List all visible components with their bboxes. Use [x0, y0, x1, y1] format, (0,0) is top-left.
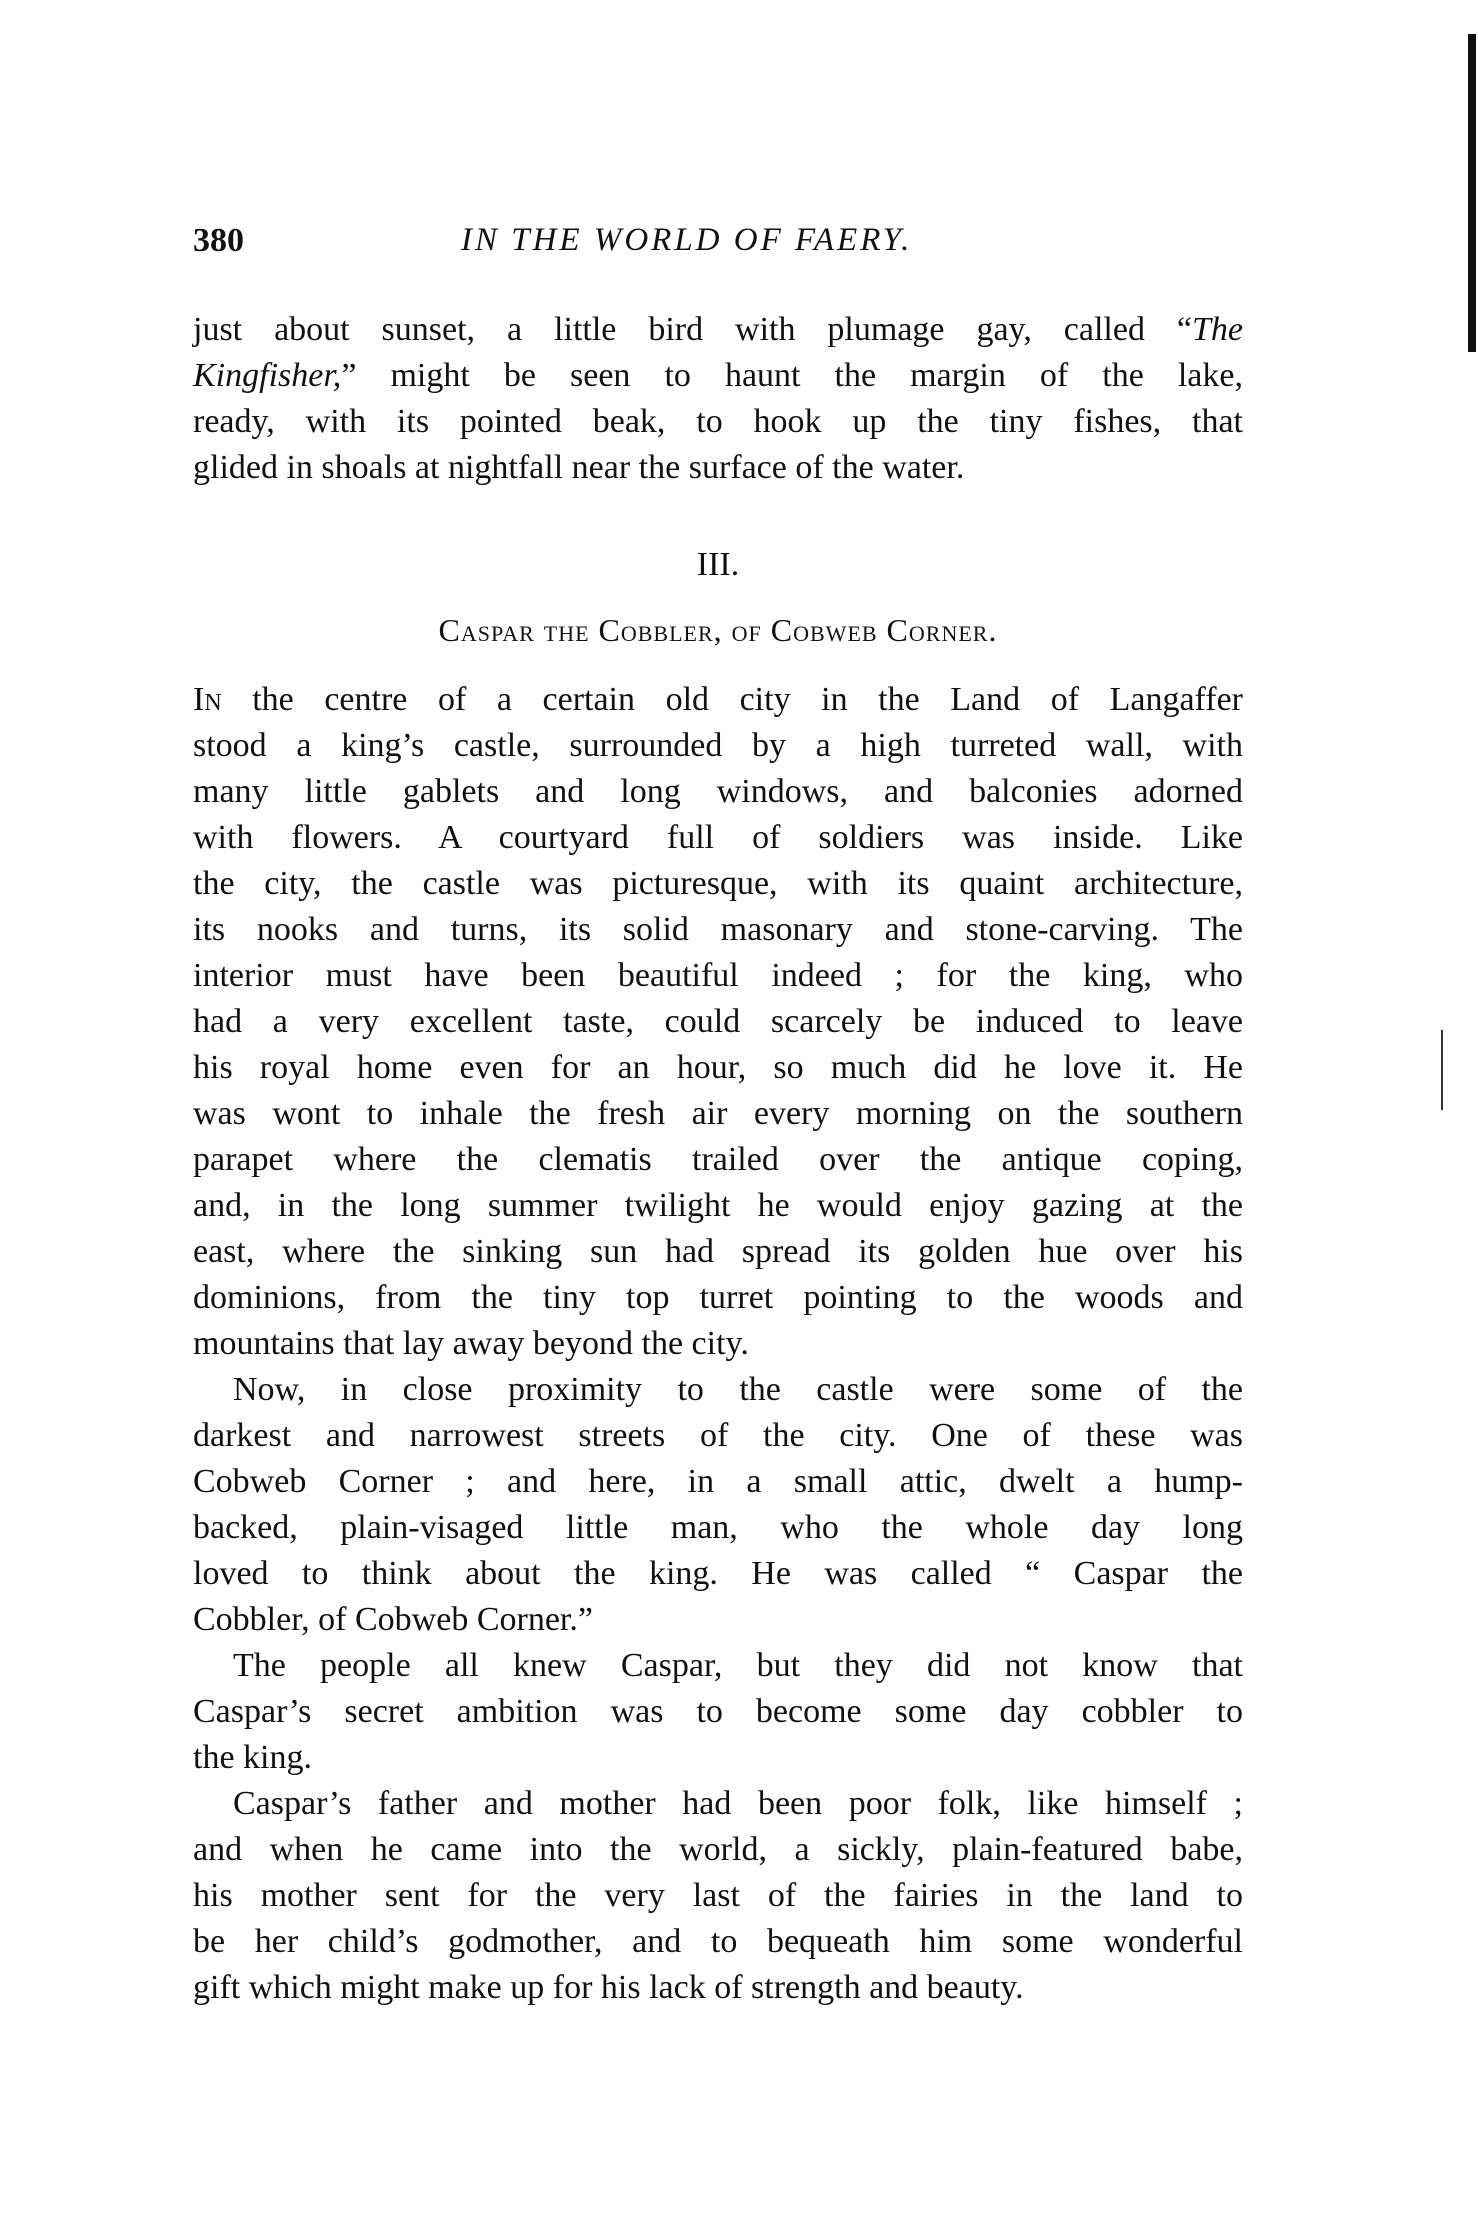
- text-run: just about sunset, a little bird with plumage gay, called “: [193, 311, 1192, 348]
- drop-word: In: [193, 681, 222, 718]
- text-line: [193, 1229, 1243, 1275]
- line-text: [193, 1279, 1243, 1316]
- text-run: dominions, from the tiny top turret pointing to the woods and: [193, 1279, 1243, 1316]
- line-text: [193, 1141, 1243, 1178]
- scan-edge-mark: [1441, 1030, 1443, 1110]
- text-line: [193, 307, 1243, 353]
- text-line: [193, 999, 1243, 1045]
- text-run: ” might be seen to haunt the margin of the lake,: [341, 357, 1243, 394]
- text-run: glided in shoals at nightfall near the surface of the water.: [193, 449, 965, 486]
- text-run: Cobweb Corner ; and here, in a small attic, dwelt a hump-: [193, 1463, 1243, 1500]
- text-line: [193, 953, 1243, 999]
- running-title: IN THE WORLD OF FAERY.: [461, 222, 913, 258]
- line-text: [193, 1187, 1243, 1224]
- text-line: [193, 1091, 1243, 1137]
- text-run: The: [1192, 311, 1243, 348]
- text-run: The people all knew Caspar, but they did not know that: [233, 1647, 1243, 1684]
- text-line: [193, 1413, 1243, 1459]
- text-run: his mother sent for the very last of the fairies in the land to: [193, 1877, 1243, 1914]
- scan-edge-bar: [1468, 34, 1476, 352]
- text-line: [193, 677, 1243, 723]
- text-line: [193, 1275, 1243, 1321]
- line-text: [193, 1003, 1243, 1040]
- line-text: [233, 1647, 1243, 1684]
- text-line: [193, 907, 1243, 953]
- text-run: parapet where the clematis trailed over the antique coping,: [193, 1141, 1243, 1178]
- text-line: [193, 1919, 1243, 1965]
- text-run: loved to think about the king. He was called “ Caspar the: [193, 1555, 1243, 1592]
- text-run: Caspar’s secret ambition was to become some day cobbler to: [193, 1693, 1243, 1730]
- line-text: [193, 1877, 1243, 1914]
- paragraph: [193, 1781, 1243, 2011]
- line-text: [193, 1739, 312, 1776]
- line-text: [193, 957, 1243, 994]
- chapter-body: [193, 677, 1243, 2011]
- paragraph: [193, 1367, 1243, 1643]
- text-run: the city, the castle was picturesque, with its quaint architecture,: [193, 865, 1243, 902]
- text-line: [193, 1137, 1243, 1183]
- line-text: [193, 1831, 1243, 1868]
- text-line: [193, 1827, 1243, 1873]
- text-run: the centre of a certain old city in the Land of Langaffer: [221, 681, 1243, 718]
- text-run: his royal home even for an hour, so much did he love it. He: [193, 1049, 1243, 1086]
- line-text: [193, 1969, 1024, 2006]
- text-run: many little gablets and long windows, and balconies adorned: [193, 773, 1243, 810]
- line-text: [193, 1095, 1243, 1132]
- text-run: ready, with its pointed beak, to hook up the tiny fishes, that: [193, 403, 1243, 440]
- paragraph: [193, 677, 1243, 1367]
- text-run: and when he came into the world, a sickly, plain-featured babe,: [193, 1831, 1243, 1868]
- text-line: [193, 1735, 1243, 1781]
- line-text: [193, 311, 1243, 348]
- line-text: [193, 911, 1243, 948]
- line-text: [193, 1601, 593, 1638]
- text-run: had a very excellent taste, could scarcely be induced to leave: [193, 1003, 1243, 1040]
- text-run: backed, plain-visaged little man, who the whole day long: [193, 1509, 1243, 1546]
- text-line: [193, 445, 1243, 491]
- text-run: Kingfisher,: [193, 357, 342, 394]
- text-line: [193, 1689, 1243, 1735]
- line-text: [233, 1785, 1243, 1822]
- text-run: gift which might make up for his lack of strength and beauty.: [193, 1969, 1024, 2006]
- text-line: [193, 1505, 1243, 1551]
- text-line: [193, 1643, 1243, 1689]
- line-text: [193, 1325, 749, 1362]
- line-text: [193, 1923, 1243, 1960]
- line-text: [193, 403, 1243, 440]
- line-text: [193, 357, 1243, 394]
- line-text: [233, 1371, 1243, 1408]
- text-line: [193, 1459, 1243, 1505]
- text-run: and, in the long summer twilight he would enjoy gazing at the: [193, 1187, 1243, 1224]
- text-run: its nooks and turns, its solid masonary and stone-carving. The: [193, 911, 1243, 948]
- text-line: [193, 1367, 1243, 1413]
- section-number: III.: [696, 546, 740, 583]
- line-text: [193, 727, 1243, 764]
- text-line: [193, 815, 1243, 861]
- line-text: [193, 1463, 1243, 1500]
- text-run: was wont to inhale the fresh air every morning on the southern: [193, 1095, 1243, 1132]
- text-line: [193, 723, 1243, 769]
- text-run: stood a king’s castle, surrounded by a high turreted wall, with: [193, 727, 1243, 764]
- text-line: [193, 353, 1243, 399]
- line-text: [193, 819, 1243, 856]
- text-run: Now, in close proximity to the castle were some of the: [233, 1371, 1243, 1408]
- text-run: Caspar’s father and mother had been poor folk, like himself ;: [233, 1785, 1243, 1822]
- text-line: [193, 861, 1243, 907]
- page-number: 380: [193, 222, 244, 259]
- carryover-paragraph: [193, 307, 1243, 491]
- text-line: [193, 1965, 1243, 2011]
- line-text: [193, 773, 1243, 810]
- text-run: mountains that lay away beyond the city.: [193, 1325, 749, 1362]
- line-text: [193, 1509, 1243, 1546]
- section-title: Caspar the Cobbler, of Cobweb Corner.: [438, 612, 998, 648]
- text-line: [193, 1551, 1243, 1597]
- line-text: [193, 1417, 1243, 1454]
- text-run: interior must have been beautiful indeed ; for the king, who: [193, 957, 1243, 994]
- line-text: [193, 1233, 1243, 1270]
- text-line: [193, 1781, 1243, 1827]
- text-run: with flowers. A courtyard full of soldiers was inside. Like: [193, 819, 1243, 856]
- text-line: [193, 1321, 1243, 1367]
- text-line: [193, 1597, 1243, 1643]
- text-run: be her child’s godmother, and to bequeath him some wonderful: [193, 1923, 1243, 1960]
- text-line: [193, 1873, 1243, 1919]
- text-line: [193, 1183, 1243, 1229]
- text-line: [193, 769, 1243, 815]
- paragraph: [193, 1643, 1243, 1781]
- line-text: [193, 865, 1243, 902]
- text-line: [193, 399, 1243, 445]
- line-text: [193, 449, 964, 486]
- line-text: [193, 681, 1243, 718]
- line-text: [193, 1693, 1243, 1730]
- text-run: the king.: [193, 1739, 312, 1776]
- line-text: [193, 1049, 1243, 1086]
- line-text: [193, 1555, 1243, 1592]
- text-run: east, where the sinking sun had spread its golden hue over his: [193, 1233, 1243, 1270]
- text-run: Cobbler, of Cobweb Corner.”: [193, 1601, 593, 1638]
- text-run: darkest and narrowest streets of the city. One of these was: [193, 1417, 1243, 1454]
- text-line: [193, 1045, 1243, 1091]
- running-head: [193, 222, 1243, 272]
